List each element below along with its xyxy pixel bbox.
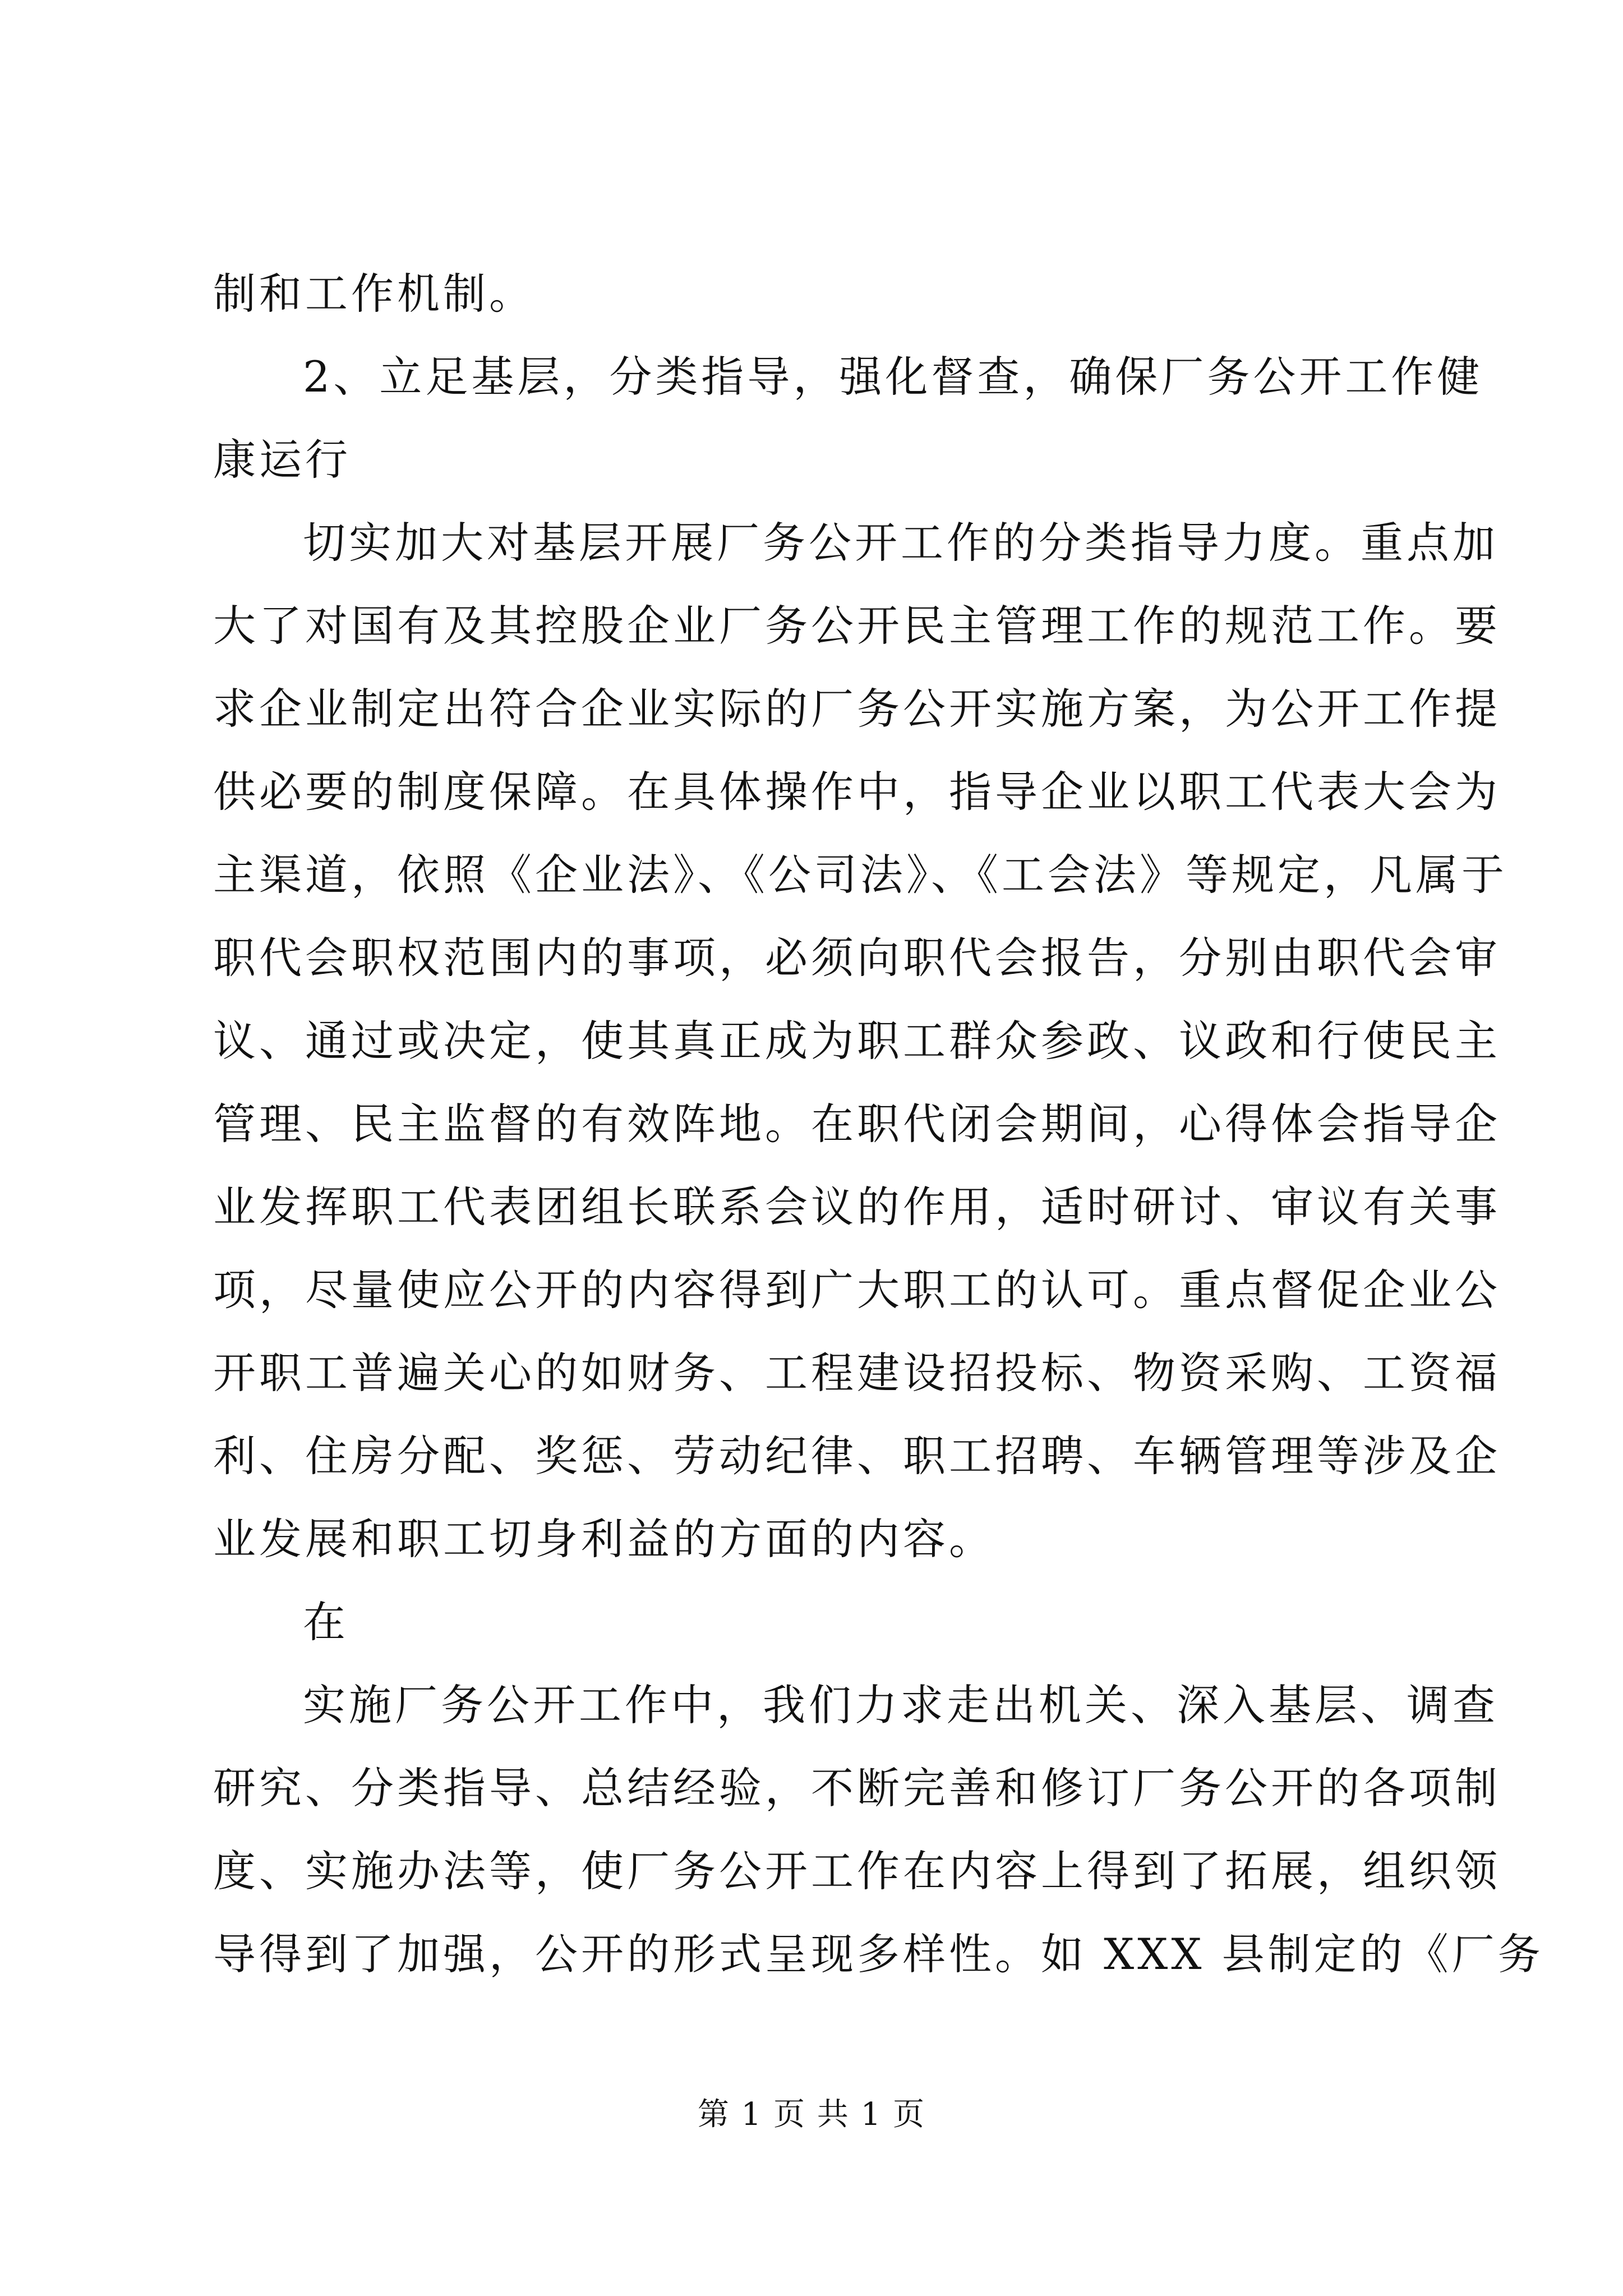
text-line: 议、通过或决定，使其真正成为职工群众参政、议政和行使民主 xyxy=(213,1016,1501,1066)
text-line: 实施厂务公开工作中，我们力求走出机关、深入基层、调查 xyxy=(303,1680,1498,1730)
text-line: 管理、民主监督的有效阵地。在职代闭会期间，心得体会指导企 xyxy=(213,1099,1501,1149)
text-line: 主渠道，依照《企业法》、《公司法》、《工会法》等规定，凡属于 xyxy=(213,850,1507,900)
text-line: 在 xyxy=(303,1597,349,1647)
text-line: 职代会职权范围内的事项，必须向职代会报告，分别由职代会审 xyxy=(213,933,1501,983)
text-line: 切实加大对基层开展厂务公开工作的分类指导力度。重点加 xyxy=(303,518,1498,568)
text-line: 业发展和职工切身利益的方面的内容。 xyxy=(213,1514,995,1564)
text-line: 开职工普遍关心的如财务、工程建设招投标、物资采购、工资福 xyxy=(213,1348,1501,1398)
section-heading-line: 康运行 xyxy=(213,435,351,485)
text-line: 研究、分类指导、总结经验，不断完善和修订厂务公开的各项制 xyxy=(213,1763,1501,1813)
text-line: 导得到了加强，公开的形式呈现多样性。如 XXX 县制定的《厂务 xyxy=(213,1929,1544,1979)
text-line: 利、住房分配、奖惩、劳动纪律、职工招聘、车辆管理等涉及企 xyxy=(213,1431,1501,1481)
text-line: 制和工作机制。 xyxy=(213,269,535,319)
text-line: 项，尽量使应公开的内容得到广大职工的认可。重点督促企业公 xyxy=(213,1265,1501,1315)
text-line: 大了对国有及其控股企业厂务公开民主管理工作的规范工作。要 xyxy=(213,601,1501,651)
text-line: 度、实施办法等，使厂务公开工作在内容上得到了拓展，组织领 xyxy=(213,1846,1501,1896)
text-line: 业发挥职工代表团组长联系会议的作用，适时研讨、审议有关事 xyxy=(213,1182,1501,1232)
body-text xyxy=(213,252,1544,1996)
page-number-footer: 第 1 页 共 1 页 xyxy=(697,2096,926,2133)
section-heading-line: 2、立足基层，分类指导，强化督查，确保厂务公开工作健 xyxy=(303,352,1483,402)
text-line: 供必要的制度保障。在具体操作中，指导企业以职工代表大会为 xyxy=(213,767,1501,817)
text-line: 求企业制定出符合企业实际的厂务公开实施方案，为公开工作提 xyxy=(213,684,1501,734)
